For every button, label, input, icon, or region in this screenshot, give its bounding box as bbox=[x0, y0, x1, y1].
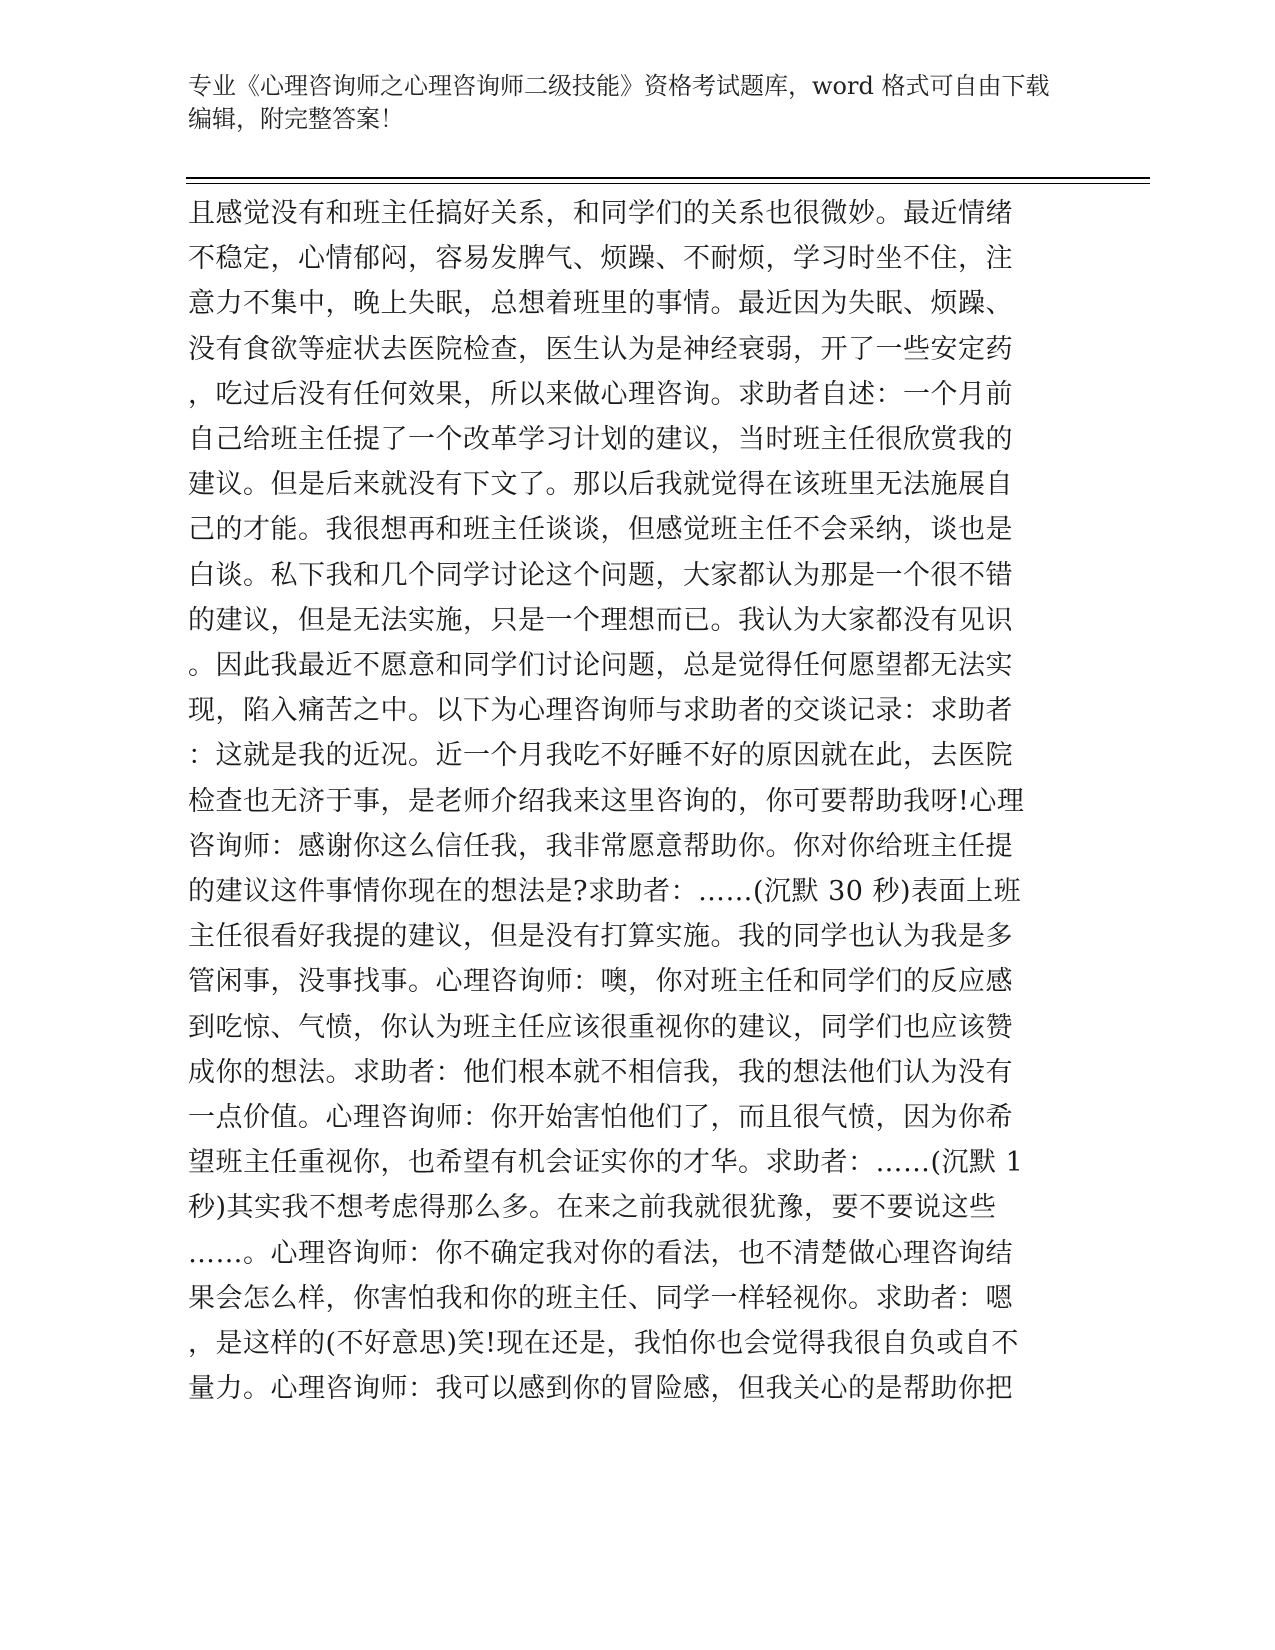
body-line: 白谈。私下我和几个同学讨论这个问题，大家都认为那是一个很不错 bbox=[188, 559, 1013, 591]
body-line: 没有食欲等症状去医院检查，医生认为是神经衰弱，开了一些安定药 bbox=[188, 333, 1013, 365]
header-line-1: 专业《心理咨询师之心理咨询师二级技能》资格考试题库，word 格式可自由下载 bbox=[188, 72, 1050, 100]
body-line: 主任很看好我提的建议，但是没有打算实施。我的同学也认为我是多 bbox=[188, 921, 1013, 953]
body-line: 的建议这件事情你现在的想法是?求助者：……(沉默 30 秒)表面上班 bbox=[188, 876, 1022, 908]
body-line: 的建议，但是无法实施，只是一个理想而已。我认为大家都没有见识 bbox=[188, 604, 1013, 636]
body-line: 意力不集中，晚上失眠，总想着班里的事情。最近因为失眠、烦躁、 bbox=[188, 288, 1013, 320]
body-line: ，是这样的(不好意思)笑!现在还是，我怕你也会觉得我很自负或自不 bbox=[188, 1328, 1019, 1360]
body-line: 且感觉没有和班主任搞好关系，和同学们的关系也很微妙。最近情绪 bbox=[188, 198, 1013, 229]
body-line: 到吃惊、气愤，你认为班主任应该很重视你的建议，同学们也应该赞 bbox=[188, 1011, 1013, 1043]
body-line: 己的才能。我很想再和班主任谈谈，但感觉班主任不会采纳，谈也是 bbox=[188, 514, 1013, 546]
body-line: 量力。心理咨询师：我可以感到你的冒险感，但我关心的是帮助你把 bbox=[188, 1373, 1013, 1405]
body-line: 检查也无济于事，是老师介绍我来这里咨询的，你可要帮助我呀!心理 bbox=[188, 785, 1025, 817]
body-line: 望班主任重视你，也希望有机会证实你的才华。求助者：……(沉默 1 bbox=[188, 1147, 1024, 1179]
body-line: 不稳定，心情郁闷，容易发脾气、烦躁、不耐烦，学习时坐不住，注 bbox=[188, 243, 1013, 275]
body-line: 。因此我最近不愿意和同学们讨论问题，总是觉得任何愿望都无法实 bbox=[188, 650, 1013, 682]
body-line: 管闲事，没事找事。心理咨询师：噢，你对班主任和同学们的反应感 bbox=[188, 966, 1013, 998]
header-rule-thin bbox=[186, 183, 1150, 184]
header-line-2: 编辑，附完整答案！ bbox=[188, 105, 404, 133]
body-line: ……。心理咨询师：你不确定我对你的看法，也不清楚做心理咨询结 bbox=[188, 1237, 1013, 1269]
body-line: ：这就是我的近况。近一个月我吃不好睡不好的原因就在此，去医院 bbox=[188, 740, 1013, 772]
page-header bbox=[188, 70, 1068, 136]
body-line: 一点价值。心理咨询师：你开始害怕他们了，而且很气愤，因为你希 bbox=[188, 1102, 1013, 1134]
body-text bbox=[188, 191, 1088, 1411]
body-line: 建议。但是后来就没有下文了。那以后我就觉得在该班里无法施展自 bbox=[188, 469, 1013, 501]
header-rule-thick bbox=[186, 177, 1150, 179]
body-line: 成你的想法。求助者：他们根本就不相信我，我的想法他们认为没有 bbox=[188, 1056, 1013, 1088]
body-line: 自己给班主任提了一个改革学习计划的建议，当时班主任很欣赏我的 bbox=[188, 424, 1013, 456]
body-line: ，吃过后没有任何效果，所以来做心理咨询。求助者自述：一个月前 bbox=[188, 378, 1013, 410]
body-line: 果会怎么样，你害怕我和你的班主任、同学一样轻视你。求助者：嗯 bbox=[188, 1282, 1013, 1314]
body-line: 咨询师：感谢你这么信任我，我非常愿意帮助你。你对你给班主任提 bbox=[188, 830, 1013, 862]
body-line: 现，陷入痛苦之中。以下为心理咨询师与求助者的交谈记录：求助者 bbox=[188, 695, 1013, 727]
body-line: 秒)其实我不想考虑得那么多。在来之前我就很犹豫，要不要说这些 bbox=[188, 1192, 997, 1224]
